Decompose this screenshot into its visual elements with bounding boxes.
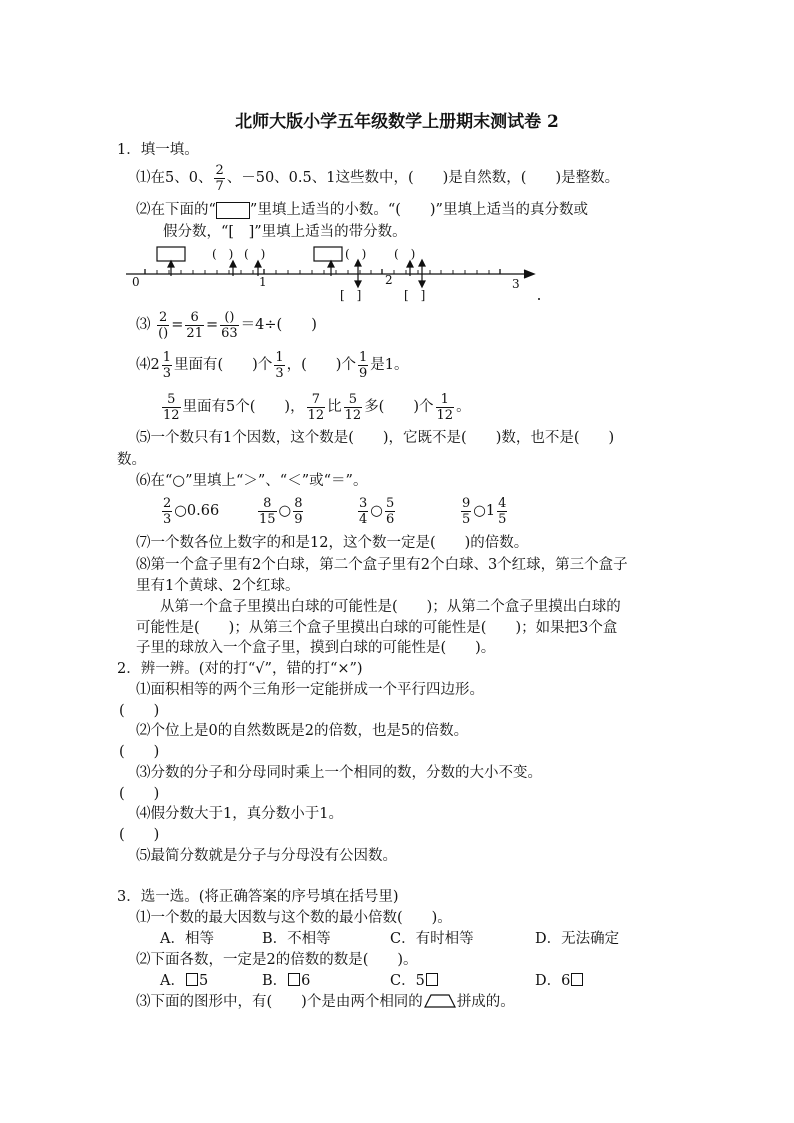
fraction: $\frac{2}{3}$ xyxy=(163,495,172,527)
fraction: $\frac{1}{12}$ xyxy=(436,391,454,423)
trapezoid-icon xyxy=(423,993,457,1009)
blank-square-icon xyxy=(571,973,583,986)
axis-tick-0: 0 xyxy=(132,275,140,289)
compare-3: $\frac{3}{4}$ ○ $\frac{5}{6}$ xyxy=(359,495,395,527)
paren-blank: ( ) xyxy=(345,247,367,261)
answer-paren: ( ) xyxy=(119,786,160,802)
option-c: C．5 xyxy=(390,971,439,991)
axis-tick-3: 3 xyxy=(512,277,520,291)
number-line xyxy=(0,0,794,320)
judge-item-5: ⑸最简分数就是分子与分母没有公因数。 xyxy=(136,848,397,864)
fraction: $\frac{8}{9}$ xyxy=(294,495,303,527)
q1-8-line5: 子里的球放入一个盒子里，摸到白球的可能性是( )。 xyxy=(136,640,496,656)
answer-paren: ( ) xyxy=(119,703,160,719)
answer-paren: ( ) xyxy=(119,744,160,760)
q1-7: ⑺一个数各位上数字的和是12，这个数一定是( )的倍数。 xyxy=(136,535,529,551)
option-c: C．有时相等 xyxy=(390,931,474,947)
q1-8-line3: 从第一个盒子里摸出白球的可能性是( )；从第二个盒子里摸出白球的 xyxy=(160,599,621,615)
q1-2-line1: ⑵在下面的“ ”里填上适当的小数。“( )”里填上适当的真分数或 xyxy=(136,202,588,218)
option-b: B．不相等 xyxy=(262,931,331,947)
option-a: A．相等 xyxy=(160,931,214,947)
fraction: $\frac{1}{9}$ xyxy=(358,349,368,381)
q1-5-line1: ⑸一个数只有1个因数，这个数是( )，它既不是( )数，也不是( ) xyxy=(136,430,615,446)
option-b: B． 6 xyxy=(262,973,311,989)
fraction: $\frac{5}{6}$ xyxy=(385,495,395,527)
q1-4-line1: ⑷2 $\frac{1}{3}$ 里面有( )个 $\frac{1}{3}$ ，( )个 $\frac{1}{9}$ 是1。 xyxy=(136,349,409,381)
axis-tick-1: 1 xyxy=(259,275,267,289)
fraction: $\frac{()}{63}$ xyxy=(221,309,238,341)
answer-paren: ( ) xyxy=(119,827,160,843)
fraction: $\frac{4}{5}$ xyxy=(498,495,507,527)
q1-4-line2: $\frac{5}{12}$ 里面有5个( )， $\frac{7}{12}$ 比 $\frac{5}{12}$ 多( )个 $\frac{1}{12}$ 。 xyxy=(163,391,471,423)
section-2-heading: 2．辨一辨。(对的打“√”，错的打“×”) xyxy=(117,661,363,677)
paren-blank: ( ) xyxy=(244,247,266,261)
blank-square-icon xyxy=(426,973,438,986)
section-1-heading: 1．填一填。 xyxy=(117,142,199,158)
judge-item-1: ⑴面积相等的两个三角形一定能拼成一个平行四边形。 xyxy=(136,682,484,698)
option-a: A． 5 xyxy=(160,973,209,989)
judge-item-2: ⑵个位上是0的自然数既是2的倍数，也是5的倍数。 xyxy=(136,723,469,739)
blank-square-icon xyxy=(186,973,198,986)
fraction: $\frac{5}{12}$ xyxy=(344,391,362,423)
judge-item-3: ⑶分数的分子和分母同时乘上一个相同的数，分数的大小不变。 xyxy=(136,765,542,781)
q1-1: ⑴在5、0、 $\frac{2}{7}$ 、－50、0.5、1这些数中，( )是自然数，( )是整数。 xyxy=(136,162,620,194)
choice-q3: ⑶下面的图形中，有( )个是由两个相同的 拼成的。 xyxy=(136,994,515,1010)
fraction: $\frac{6}{21}$ xyxy=(186,309,203,341)
q1-2-line2: 假分数，“[ ]”里填上适当的带分数。 xyxy=(163,224,407,240)
fraction: $\frac{1}{3}$ xyxy=(275,349,284,381)
fraction: $\frac{8}{15}$ xyxy=(259,495,276,527)
page-title: 北师大版小学五年级数学上册期末测试卷 2 xyxy=(235,112,559,132)
compare-4: $\frac{9}{5}$ ○1 $\frac{4}{5}$ xyxy=(462,495,507,527)
q1-3: ⑶ $\frac{2}{()}$ = $\frac{6}{21}$ = $\frac{()}{63}$ ＝4÷( ) xyxy=(136,309,317,341)
choice-q2: ⑵下面各数，一定是2的倍数的数是( )。 xyxy=(136,952,418,968)
bracket-blank: [ ] xyxy=(340,288,362,302)
judge-item-4: ⑷假分数大于1，真分数小于1。 xyxy=(136,806,343,822)
compare-2: $\frac{8}{15}$ ○ $\frac{8}{9}$ xyxy=(259,495,303,527)
q1-6-heading: ⑹在“○”里填上“＞”、“＜”或“＝”。 xyxy=(136,473,368,489)
axis-tick-2: 2 xyxy=(385,273,393,287)
option-d: D．6 xyxy=(535,971,584,991)
q1-5-line2: 数。 xyxy=(117,452,146,468)
section-3-heading: 3．选一选。(将正确答案的序号填在括号里) xyxy=(117,889,399,905)
paren-blank: ( ) xyxy=(394,247,416,261)
fraction: $\frac{3}{4}$ xyxy=(359,495,368,527)
bracket-blank: [ ] xyxy=(404,288,426,302)
q1-8-line4: 可能性是( )；从第三个盒子里摸出白球的可能性是( )；如果把3个盒 xyxy=(136,620,618,636)
fraction: $\frac{2}{()}$ xyxy=(158,309,169,341)
q1-8-line2: 里有1个黄球、2个红球。 xyxy=(136,578,300,594)
q1-8-line1: ⑻第一个盒子里有2个白球，第二个盒子里有2个白球、3个红球，第三个盒子 xyxy=(136,557,628,573)
choice-q1: ⑴一个数的最大因数与这个数的最小倍数( )。 xyxy=(136,910,452,926)
compare-1: $\frac{2}{3}$ ○0.66 xyxy=(163,495,220,527)
fraction: $\frac{7}{12}$ xyxy=(307,391,325,423)
fraction: $\frac{2}{7}$ xyxy=(215,162,224,194)
fraction: $\frac{9}{5}$ xyxy=(462,495,471,527)
fraction: $\frac{1}{3}$ xyxy=(162,349,172,381)
option-d: D．无法确定 xyxy=(535,931,620,947)
paren-blank: ( ) xyxy=(212,247,234,261)
fraction: $\frac{5}{12}$ xyxy=(163,391,180,423)
blank-square-icon xyxy=(288,973,300,986)
